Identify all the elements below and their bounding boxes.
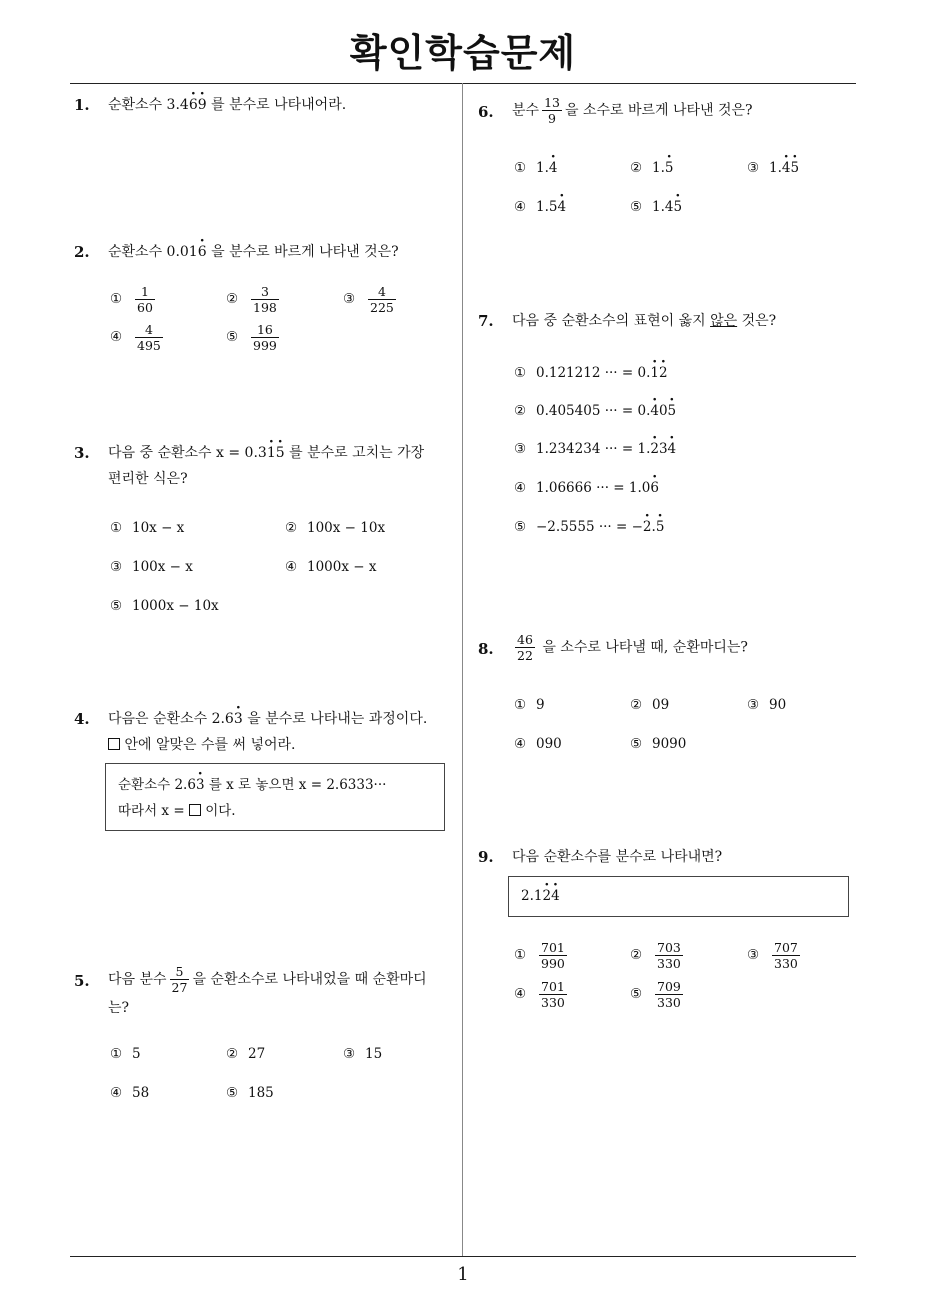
column-divider [462,83,463,1256]
question-text: 다음은 순환소수 2.6· 3 을 분수로 나타내는 과정이다. 안에 알맞은 수를 써 넣어라. [108,706,459,758]
question-5 [74,964,459,1021]
option-1[interactable]: ① 1.· 4 [514,160,557,176]
question-text: 분수 $\frac{13}{9}$ 을 소수로 바르게 나타낸 것은? [512,95,753,126]
option-5[interactable]: ⑤ 1.4· 5 [630,199,682,215]
option-1[interactable]: ① $\frac{701}{990}$ [514,940,565,971]
question-number: 1. [74,96,90,114]
question-number: 5. [74,972,90,990]
fraction: $\frac{703}{330}$ [657,940,681,971]
option-3[interactable]: ③ 1.· 4· 5 [747,160,799,176]
question-text: 다음 중 순환소수 x = 0.3· 1· 5 를 분수로 고치는 가장 편리한 식은? [108,440,459,492]
question-text: 순환소수 3.4· 6· 9 를 분수로 나타내어라. [108,92,459,118]
option-4[interactable]: ④ 58 [110,1085,150,1101]
question-2 [74,239,459,265]
question-number: 7. [478,312,494,330]
option-1[interactable]: ① $\frac{1}{60}$ [110,284,153,315]
option-3[interactable]: ③ 15 [343,1046,383,1062]
fraction: $\frac{1}{60}$ [137,284,153,315]
option-5[interactable]: ⑤ $\frac{16}{999}$ [226,322,277,353]
option-5[interactable]: ⑤ 185 [226,1085,274,1101]
option-2[interactable]: ② 27 [226,1046,266,1062]
process-box: 순환소수 2.6· 3 를 x 로 놓으면 x = 2.6333··· 따라서 x = 이다. [105,763,445,831]
fraction: $\frac{4}{225}$ [370,284,394,315]
question-6 [478,95,858,126]
question-8 [478,632,858,663]
fraction: $\frac{46}{22}$ [517,632,533,663]
question-number: 2. [74,243,90,261]
blank-box-icon [108,738,120,750]
question-text: $\frac{46}{22}$ 을 소수로 나타낼 때, 순환마디는? [517,632,748,663]
fraction: $\frac{701}{990}$ [541,940,565,971]
top-rule [70,83,856,84]
question-text: 다음 분수 $\frac{5}{27}$ 을 순환소수로 나타내었을 때 순환마디 는? [108,964,427,1016]
question-4 [74,706,459,758]
fraction: $\frac{16}{999}$ [253,322,277,353]
option-4[interactable]: ④ 1.06666 ··· = 1.0· 6 [514,480,659,496]
question-1 [74,92,459,118]
fraction: $\frac{5}{27}$ [171,964,188,995]
option-1[interactable]: ① 10x − x [110,520,185,536]
option-4[interactable]: ④ 1000x − x [285,559,377,575]
option-3[interactable]: ③ 100x − x [110,559,193,575]
option-1[interactable]: ① 9 [514,697,545,713]
option-4[interactable]: ④ 1.5· 4 [514,199,566,215]
option-2[interactable]: ② $\frac{3}{198}$ [226,284,277,315]
option-4[interactable]: ④ $\frac{701}{330}$ [514,979,565,1010]
repeating-decimal-box: 2.1· 2· 4 [508,876,849,917]
option-3[interactable]: ③ 90 [747,697,787,713]
fraction: $\frac{709}{330}$ [657,979,681,1010]
option-4[interactable]: ④ 090 [514,736,562,752]
option-1[interactable]: ① 5 [110,1046,141,1062]
option-3[interactable]: ③ $\frac{707}{330}$ [747,940,798,971]
option-2[interactable]: ② 1.· 5 [630,160,673,176]
option-5[interactable]: ⑤ $\frac{709}{330}$ [630,979,681,1010]
question-7 [478,308,858,334]
question-text: 순환소수 0.01· 6 을 분수로 바르게 나타낸 것은? [108,239,459,265]
question-number: 6. [478,103,494,121]
fraction: $\frac{707}{330}$ [774,940,798,971]
option-3[interactable]: ③ $\frac{4}{225}$ [343,284,394,315]
question-3 [74,440,459,492]
question-number: 9. [478,848,494,866]
option-5[interactable]: ⑤ 9090 [630,736,687,752]
option-1[interactable]: ① 0.121212 ··· = 0.· 1· 2 [514,365,668,381]
page-title: 확인학습문제 [349,31,577,75]
option-2[interactable]: ② $\frac{703}{330}$ [630,940,681,971]
fraction: $\frac{13}{9}$ [544,95,560,126]
question-number: 8. [478,640,494,658]
option-5[interactable]: ⑤ 1000x − 10x [110,598,219,614]
answer-blank[interactable] [189,804,201,816]
question-text: 다음 중 순환소수의 표현이 옳지 않은 것은? [512,313,777,329]
question-9 [478,844,858,870]
option-3[interactable]: ③ 1.234234 ··· = 1.· 23· 4 [514,441,676,457]
bottom-rule [70,1256,856,1257]
option-4[interactable]: ④ $\frac{4}{495}$ [110,322,161,353]
question-text: 다음 순환소수를 분수로 나타내면? [512,849,723,865]
fraction: $\frac{3}{198}$ [253,284,277,315]
option-2[interactable]: ② 0.405405 ··· = 0.· 40· 5 [514,403,676,419]
option-2[interactable]: ② 09 [630,697,670,713]
option-2[interactable]: ② 100x − 10x [285,520,386,536]
page-number: 1 [457,1264,469,1285]
fraction: $\frac{701}{330}$ [541,979,565,1010]
question-number: 3. [74,444,90,462]
fraction: $\frac{4}{495}$ [137,322,161,353]
question-number: 4. [74,710,90,728]
option-5[interactable]: ⑤ −2.5555 ··· = −· 2.· 5 [514,519,664,535]
